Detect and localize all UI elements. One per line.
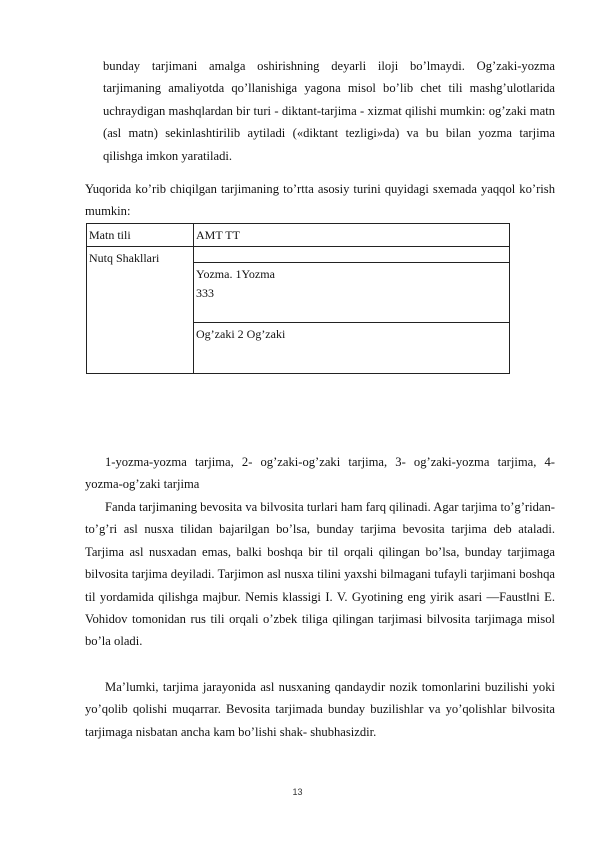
intro-paragraph: bunday tarjimani amalga oshirishning deyarli iloji bo’lmaydi. Og’zaki-yozma tarjimaning amaliyotda qo’llanishiga yagona misol bo’lib chet tili mashg’ulotlarida uchraydigan mashqlardan bir turi - diktant-tarjima - xizmat qilishi mumkin: og’zaki matn (asl matn) sekinlashtirilib aytiladi («diktant tezligi»da) va bu bilan yozma tarjima qilishga imkon yaratiladi. bbox=[103, 59, 555, 163]
written-label: Yozma. 1Yozma bbox=[196, 267, 275, 281]
table-cell-text-language: Matn tili bbox=[87, 224, 194, 247]
scheme-caption: 1-yozma-yozma tarjima, 2- og’zaki-og’zaki tarjima, 3- og’zaki-yozma tarjima, 4- yozma-og’zaki tarjima bbox=[85, 455, 555, 492]
body-paragraph-distortions: Ma’lumki, tarjima jarayonida asl nusxaning qandaydir nozik tomonlarini buzilishi yoki yo’qolib qolishi muqarrar. Bevosita tarjimada bunday buzilishlar va yo’qolishlar bilvosita tarjimaga nisbatan ancha kam bo’lishi shak- shubhasizdir. bbox=[85, 680, 555, 739]
table-row bbox=[87, 247, 510, 263]
table-cell-amt-tt: AMT TT bbox=[194, 224, 510, 247]
table-cell-written bbox=[194, 263, 510, 323]
table-cell-oral: Og’zaki 2 Og’zaki bbox=[194, 323, 510, 374]
table-row bbox=[87, 224, 510, 247]
written-numbers: 333 bbox=[196, 286, 214, 300]
body-paragraph-direct-indirect: Fanda tarjimaning bevosita va bilvosita turlari ham farq qilinadi. Agar tarjima to’g’ridan-to’g’ri asl nusxa tilidan bajarilgan bo’lsa, bunday tarjima bevosita tarjima deb ataladi. Tarjima asl nusxadan emas, balki boshqa bir til orqali qilingan bo’lsa, bunday tarjimaga bilvosita tarjima deyiladi. Tarjimon asl nusxa tilini yaxshi bilmagani tufayli tarjimani boshqa til yordamida qilishga majbur. Nemis klassigi I. V. Gyotining eng yirik asari ―Faust‖ni E. Vohidov tomonidan rus tili orqali o’zbek tiliga qilingan tarjimasi bilvosita tarjimaga misol bo’la oladi. bbox=[85, 500, 555, 649]
scheme-lead-paragraph: Yuqorida ko’rib chiqilgan tarjimaning to’rtta asosiy turini quyidagi sxemada yaqqol ko’rish mumkin: bbox=[85, 182, 555, 219]
table-cell-speech-forms: Nutq Shakllari bbox=[87, 247, 194, 374]
translation-types-table bbox=[86, 223, 510, 374]
table-cell-empty bbox=[194, 247, 510, 263]
page-number: 13 bbox=[292, 787, 303, 797]
